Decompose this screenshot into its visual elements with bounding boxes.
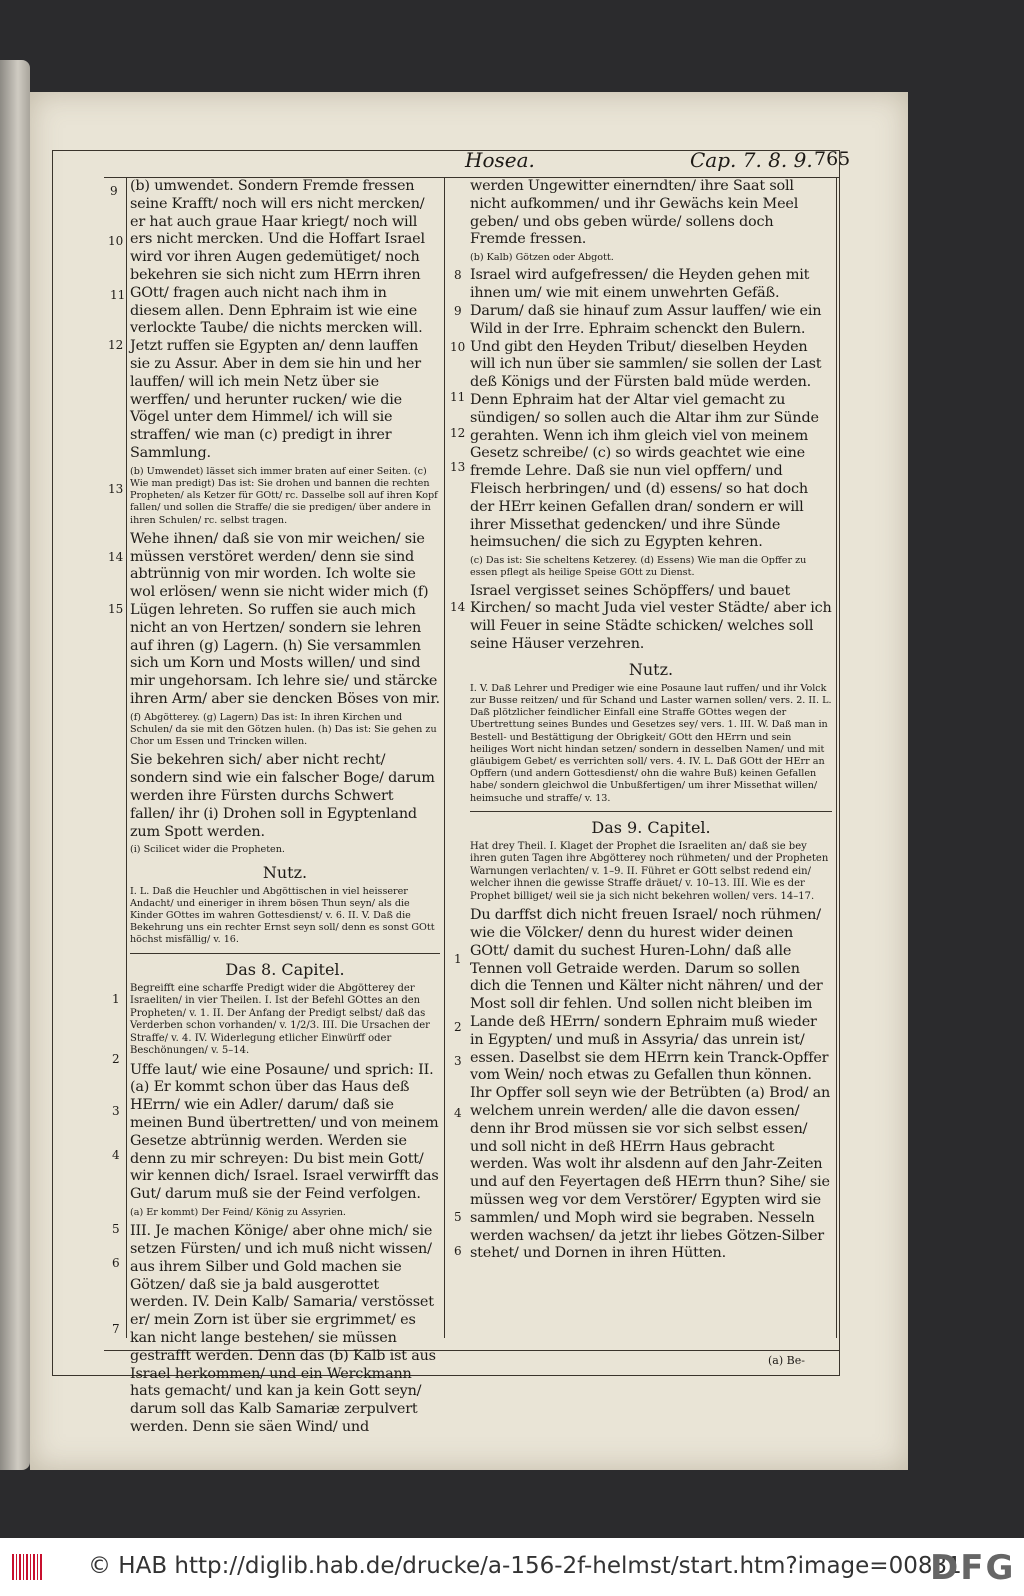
nutz-text: I. V. Daß Lehrer und Prediger wie eine Posaune laut ruffen/ und ihr Volck zur Busse reitzen/ und für Schand und Laster warnen sollen/ vers. 2. II. L. Daß plötzlicher feindlicher Einfall eine Straffe GOttes wegen der Ubertrettung seines Bundes und Gesetzes sey/ vers. 1. III. W. Daß man in Bestell- und Bestättigung der Obrigkeit/ GOtt den HErrn und sein heiliges Wort nicht hindan setzen/ sondern in desselben Namen/ und mit gläubigem Gebet/ es verrichten soll/ vers. 4. IV. L. Daß GOtt der HErr an Opffern (und andern Gottesdienst/ ohn die wahre Buß) keinen Gefallen habe/ sondern gleichwol die Unbußfertigen/ um ihrer Missethat willen/ heimsuche und straffe/ v. 13. [470, 682, 832, 804]
verse-number: 3 [112, 1104, 120, 1118]
verse-text: werden Ungewitter einerndten/ ihre Saat soll nicht aufkommen/ und ihr Gewächs kein Meel geben/ und obs geben würde/ sollens doch Fremde fressen. [470, 178, 799, 248]
verse-number: 11 [450, 390, 466, 404]
verse-number: 11 [110, 288, 126, 302]
chapter-heading: Das 9. Capitel. [591, 817, 711, 837]
footnote: (a) Er kommt) Der Feind/ König zu Assyrien. [130, 1206, 346, 1218]
verse-number: 7 [112, 1322, 120, 1336]
verse-number: 6 [454, 1244, 462, 1258]
verse-number: 1 [454, 952, 462, 966]
verse-text: (b) umwendet. Sondern Fremde fressen seine Krafft/ noch will ers nicht mercken/ er hat auch graue Haar kriegt/ noch will ers nicht mercken. Und die Hoffart Israel wird vor ihren Augen gedemütiget/ noch bekehren sie sich nicht zum HErrn ihren GOtt/ fragen auch nicht nach ihm in diesem allen. Denn Ephraim ist wie eine verlockte Taube/ die nichts mercken will. Jetzt ruffen sie Egypten an/ denn lauffen sie zu Assur. Aber in dem sie hin und her lauffen/ will ich mein Netz über sie werffen/ und herunter rucken/ wie die Vögel unter dem Himmel/ ich will sie straffen/ wie man (c) predigt in ihrer Sammlung. [130, 178, 425, 461]
footnote: (b) Umwendet) lässet sich immer braten auf einer Seiten. (c) Wie man predigt) Das ist: Sie drohen und bannen die rechten Propheten/ als Ketzer für GOtt/ rc. Dasselbe soll auf ihren Kopf fallen/ und sollen die Straffe/ die sie predigen/ über andere in ihren Schulen/ rc. selbst tragen. [130, 465, 438, 526]
verse-number: 5 [454, 1210, 462, 1224]
verse-number: 13 [450, 460, 466, 474]
footnote: (b) Kalb) Götzen oder Abgott. [470, 252, 614, 264]
chapter-heading: Das 8. Capitel. [225, 959, 345, 979]
verse-number: 12 [108, 338, 124, 352]
verse-number: 8 [454, 268, 462, 282]
page-number: 765 [814, 148, 851, 170]
chapter-summary: Begreifft eine scharffe Predigt wider die Abgötterey der Israeliten/ in vier Theilen. I. Ist der Befehl GOttes an den Propheten/ v. 1. II. Der Anfang der Predigt selbst/ daß das Verderben schon vorhanden/ v. 1/2/3. III. Die Ursachen der Straffe/ v. 4. IV. Widerlegung etlicher Einwürff oder Beschönungen/ v. 5–14. [130, 982, 430, 1057]
footnote: (c) Das ist: Sie scheltens Ketzerey. (d) Essens) Wie man die Opffer zu essen pflegt als heilige Speise GOtt zu Dienst. [470, 555, 807, 579]
verse-number: 6 [112, 1256, 120, 1270]
nutz-text: I. L. Daß die Heuchler und Abgöttischen in viel heisserer Andacht/ und eineriger in ihrem bösen Thun seyn/ als die Kinder GOttes im wahren Gottesdienst/ v. 6. II. V. Daß die Bekehrung uns ein rechter Ernst seyn soll/ denn es sonst GOtt höchst misfällig/ v. 16. [130, 885, 435, 946]
verse-text: Israel vergisset seines Schöpffers/ und bauet Kirchen/ so macht Juda viel vester Städte/ aber ich will Feuer in seine Städte schicken/ welches soll seine Häuser verzehren. [470, 582, 832, 652]
book-binding-edge [0, 60, 30, 1470]
section-divider [470, 811, 832, 812]
chapter-summary: Hat drey Theil. I. Klaget der Prophet die Israeliten an/ daß sie bey ihren guten Tagen ihre Abgötterey noch rühmeten/ und der Propheten Warnungen verlachten/ v. 1–9. II. Führet er GOtt selbst redend ein/ welcher ihnen die gewisse Straffe dräuet/ v. 10–13. III. Wie es der Prophet billiget/ weil sie ja sich nicht bekehren wollen/ vers. 14–17. [470, 840, 829, 902]
footnote: (i) Scilicet wider die Propheten. [130, 844, 285, 856]
footnote: (f) Abgötterey. (g) Lagern) Das ist: In ihren Kirchen und Schulen/ da sie mit den Götzen hulen. (h) Das ist: Sie gehen zu Chor um Essen und Trincken willen. [130, 711, 437, 748]
verse-number: 9 [454, 304, 462, 318]
verse-text: Du darffst dich nicht freuen Israel/ noch rühmen/ wie die Völcker/ denn du hurest wider deinen GOtt/ damit du suchest Huren-Lohn/ daß alle Tennen voll Getraide werden. Darum so sollen dich die Tennen und Kälter nicht nähren/ und der Most soll dir fehlen. Und sollen nicht bleiben im Lande deß HErrn/ sondern Ephraim muß wieder in Egypten/ und muß in Assyria/ das unrein ist/ essen. Daselbst sie dem HErrn kein Tranck-Opffer vom Wein/ noch etwas zu Gefallen thun können. Ihr Opffer soll seyn wie der Betrübten (a) Brod/ an welchem unrein werden/ alle die davon essen/ denn ihr Brod müssen sie vor sich selbst essen/ und soll nicht in deß HErrn Haus gebracht werden. Was wolt ihr alsdenn auf den Jahr-Zeiten und auf den Feyertagen deß HErrn thun? Sihe/ sie müssen weg vor dem Verstörer/ Egypten wird sie sammlen/ und Moph wird sie begraben. Nesseln werden wachsen/ da jetzt ihr liebes Götzen-Silber stehet/ und Dornen in ihren Hütten. [470, 907, 831, 1262]
verse-text: Israel wird aufgefressen/ die Heyden gehen mit ihnen um/ wie mit einem unwehrten Gefäß. Darum/ daß sie hinauf zum Assur lauffen/ wie ein Wild in der Irre. Ephraim schenckt den Bulern. Und gibt den Heyden Tribut/ dieselben Heyden will ich nun über sie sammlen/ sie sollen der Last deß Königs und der Fürsten bald müde werden. Denn Ephraim hat der Altar viel gemacht zu sündigen/ so sollen auch die Altar ihm zur Sünde gerahten. Wenn ich ihm gleich viel von meinem Gesetz schreibe/ (c) so wirds geachtet wie eine fremde Lehre. Daß sie nun viel opffern/ und Fleisch herbringen/ und (d) essens/ so hat doch der HErr keinen Gefallen dran/ sondern er will ihrer Missethat gedencken/ und ihre Sünde heimsuchen/ die sich zu Egypten kehren. [470, 267, 822, 551]
verse-number: 4 [454, 1106, 462, 1120]
verse-number: 15 [108, 602, 124, 616]
column-divider [444, 178, 445, 1338]
verse-number: 13 [108, 482, 124, 496]
book-page [30, 92, 908, 1470]
verse-text: Uffe laut/ wie eine Posaune/ und sprich: II. (a) Er kommt schon über das Haus deß HErrn/ wie ein Adler/ darum/ daß sie meinen Bund übertretten/ und von meinem Gesetze abtrünnig werden. Werden sie denn zu mir schreyen: Du bist mein Gott/ wir kennen dich/ Israel. Israel verwirfft das Gut/ darum muß sie der Feind verfolgen. [130, 1061, 439, 1203]
running-title: Hosea. [465, 148, 535, 172]
verse-number: 2 [454, 1020, 462, 1034]
verse-number: 10 [450, 340, 466, 354]
verse-number: 14 [108, 550, 124, 564]
verse-number: 10 [108, 234, 124, 248]
left-column [130, 178, 440, 1437]
verse-number: 9 [110, 184, 118, 198]
verse-number: 12 [450, 426, 466, 440]
section-divider [130, 953, 440, 954]
right-column [470, 178, 832, 1263]
verse-text: Wehe ihnen/ daß sie von mir weichen/ sie müssen verstöret werden/ denn sie sind abtrünnig von mir worden. Ich wolte sie wol erlösen/ wenn sie nicht wider mich (f) Lügen lehreten. So ruffen sie auch mich nicht an von Hertzen/ sondern sie lehren auf ihren (g) Lagern. (h) Sie versammlen sich um Korn und Mosts willen/ und sind mir ungehorsam. Ich lehre sie/ und stärcke ihren Arm/ aber sie dencken Böses von mir. [130, 530, 440, 707]
barcode-icon [12, 1554, 44, 1580]
verse-text: Sie bekehren sich/ aber nicht recht/ sondern sind wie ein falscher Boge/ darum werden ihre Fürsten durchs Schwert fallen/ ihr (i) Drohen soll in Egyptenland zum Spott werden. [130, 752, 435, 840]
left-margin-rule [126, 178, 127, 1338]
right-margin-rule [836, 178, 837, 1338]
verse-number: 5 [112, 1222, 120, 1236]
copyright-link[interactable]: © HAB http://diglib.hab.de/drucke/a-156-2f-helmst/start.htm?image=00831 [88, 1553, 962, 1579]
chapter-reference: Cap. 7. 8. 9. [690, 148, 813, 172]
verse-text: III. Je machen Könige/ aber ohne mich/ sie setzen Fürsten/ und ich muß nicht wissen/ aus ihrem Silber und Gold machen sie Götzen/ daß sie ja bald ausgerottet werden. IV. Dein Kalb/ Samaria/ verstösset er/ mein Zorn ist über sie ergrimmet/ es kan nicht lange bestehen/ sie müssen gestrafft werden. Denn das (b) Kalb ist aus Israel herkommen/ und ein Werckmann hats gemacht/ und kan ja kein Gott seyn/ darum soll das Kalb Samariæ zerpulvert werden. Denn sie säen Wind/ und [130, 1223, 436, 1435]
verse-number: 3 [454, 1054, 462, 1068]
verse-number: 4 [112, 1148, 120, 1162]
verse-number: 2 [112, 1052, 120, 1066]
verse-number: 1 [112, 992, 120, 1006]
catchword: (a) Be- [768, 1354, 805, 1367]
nutz-heading: Nutz. [262, 862, 308, 882]
nutz-heading: Nutz. [628, 659, 674, 679]
viewer-footer [0, 1538, 1024, 1596]
verse-number: 14 [450, 600, 466, 614]
dfg-logo: DFG [930, 1548, 1016, 1588]
